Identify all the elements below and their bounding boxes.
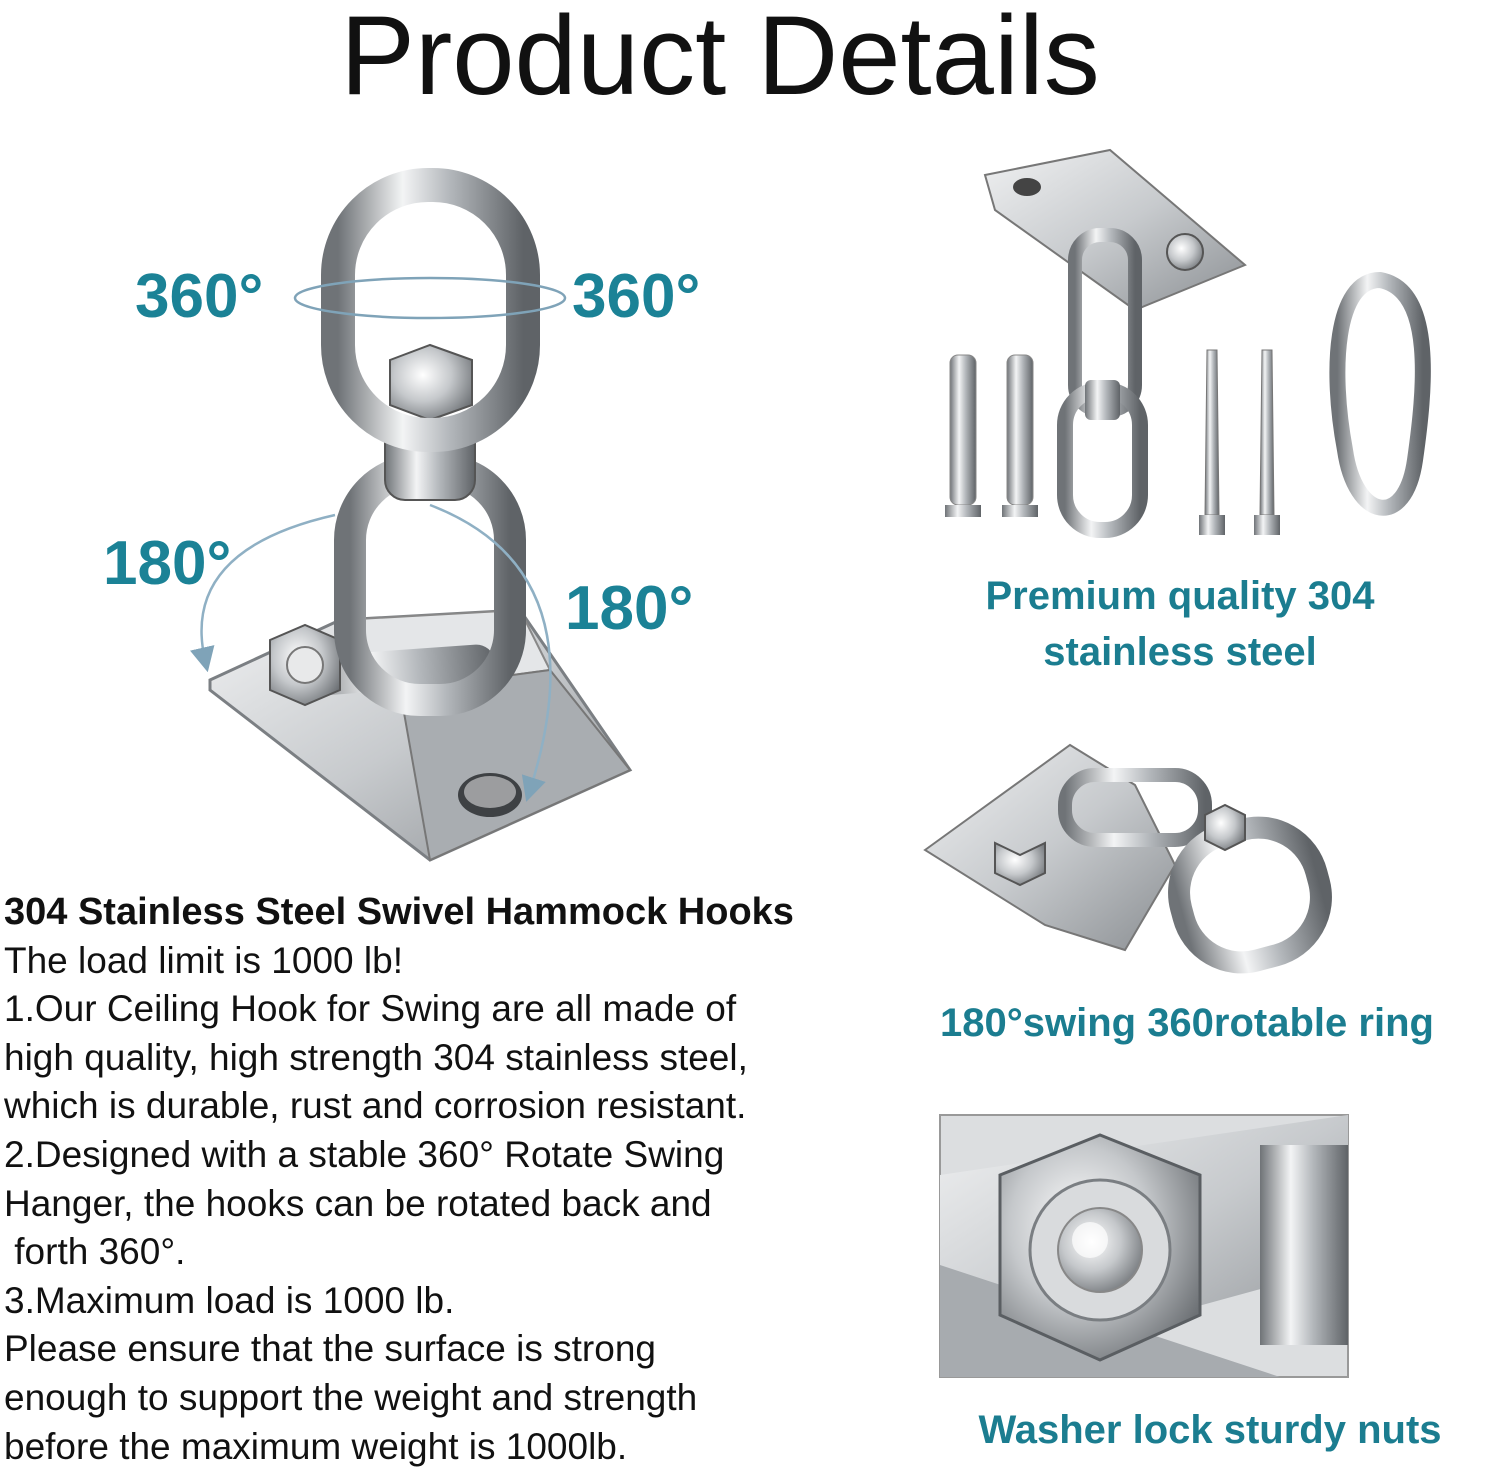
description-line: before the maximum weight is 1000lb.: [4, 1425, 628, 1467]
product-description: [4, 888, 944, 1471]
swivel-angle-image: [925, 735, 1345, 955]
description-line: Please ensure that the surface is strong: [4, 1328, 656, 1370]
kit-screws: [1199, 350, 1280, 535]
rotation-label-left-top: 360°: [135, 262, 264, 331]
description-line: Hanger, the hooks can be rotated back and: [4, 1182, 712, 1224]
kit-anchor-bolts: [945, 355, 1038, 517]
description-line: 3.Maximum load is 1000 lb.: [4, 1279, 455, 1321]
feature-caption-nuts: Washer lock sturdy nuts: [978, 1408, 1442, 1452]
swing-label-right: 180°: [565, 574, 694, 643]
swing-label-left: 180°: [103, 529, 232, 598]
description-line: 1.Our Ceiling Hook for Swing are all made of: [4, 988, 737, 1030]
rotation-label-right-top: 360°: [572, 262, 701, 331]
page-title: Product Details: [340, 0, 1100, 118]
washer-nut-closeup-image: [940, 1115, 1348, 1377]
feature-caption-steel-line1: Premium quality 304: [985, 574, 1375, 618]
description-line: forth 360°.: [4, 1231, 186, 1273]
feature-caption-steel-line2: stainless steel: [1043, 630, 1317, 674]
description-line: high quality, high strength 304 stainless steel,: [4, 1036, 748, 1078]
kit-contents-image: [935, 150, 1435, 550]
kit-carabiner: [1337, 280, 1422, 508]
feature-caption-swing: 180°swing 360rotable ring: [940, 1001, 1434, 1045]
description-line: enough to support the weight and strength: [4, 1376, 698, 1418]
description-line: which is durable, rust and corrosion resistant.: [4, 1085, 747, 1127]
description-line: 2.Designed with a stable 360° Rotate Swing: [4, 1133, 725, 1175]
description-heading: 304 Stainless Steel Swivel Hammock Hooks: [4, 891, 794, 933]
description-line: The load limit is 1000 lb!: [4, 939, 403, 981]
